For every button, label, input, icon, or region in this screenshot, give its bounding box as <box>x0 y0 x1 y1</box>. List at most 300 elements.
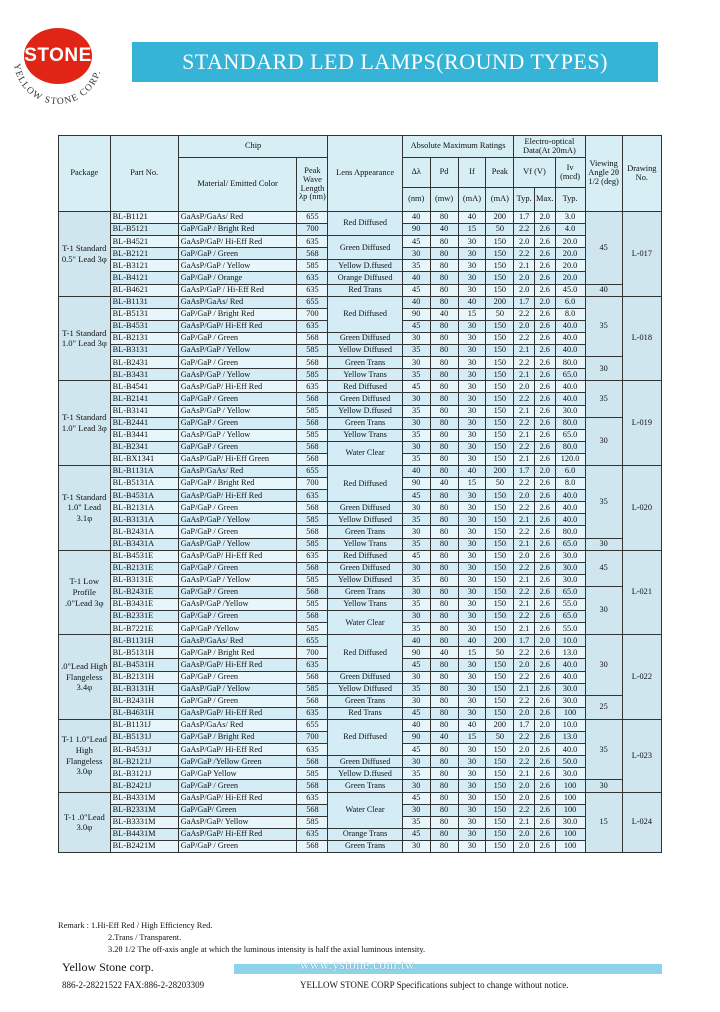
header-chip: Chip <box>178 136 328 158</box>
iv-typ-cell: 40.0 <box>555 345 585 357</box>
table-row <box>59 429 662 441</box>
material-cell: GaAsP/GaP / Yellow <box>178 429 297 441</box>
peak-wavelength-cell: 635 <box>297 381 328 393</box>
material-cell: GaAsP/GaP/ Hi-Eff Red <box>178 659 297 671</box>
drawing-no-cell: L-020 <box>622 465 661 550</box>
vf-typ-cell: 2.0 <box>514 236 535 248</box>
delta-lambda-cell: 35 <box>402 260 430 272</box>
vf-max-cell: 2.6 <box>534 441 555 453</box>
if-cell: 40 <box>458 635 486 647</box>
if-cell: 40 <box>458 212 486 224</box>
peak-wavelength-cell: 700 <box>297 647 328 659</box>
header-iv: Iv (mcd) <box>555 158 585 188</box>
drawing-no-cell: L-017 <box>622 212 661 297</box>
logo-ring-text: YELLOW STONE CORP. <box>11 62 104 108</box>
if-cell: 30 <box>458 453 486 465</box>
delta-lambda-cell: 90 <box>402 732 430 744</box>
if-cell: 30 <box>458 514 486 526</box>
iv-typ-cell: 80.0 <box>555 417 585 429</box>
lens-cell: Green Trans <box>328 695 402 707</box>
table-row <box>59 671 662 683</box>
delta-lambda-cell: 45 <box>402 828 430 840</box>
material-cell: GaP/GaP / Green <box>178 332 297 344</box>
pd-cell: 80 <box>430 719 458 731</box>
part-no-cell: BL-B3121J <box>110 768 178 780</box>
delta-lambda-cell: 30 <box>402 393 430 405</box>
table-row <box>59 357 662 369</box>
pd-cell: 80 <box>430 502 458 514</box>
part-no-cell: BL-B3131H <box>110 683 178 695</box>
peak-current-cell: 150 <box>486 502 514 514</box>
peak-wavelength-cell: 568 <box>297 357 328 369</box>
vf-max-cell: 2.6 <box>534 405 555 417</box>
lens-cell: Green Diffused <box>328 332 402 344</box>
delta-lambda-cell: 45 <box>402 284 430 296</box>
peak-current-cell: 150 <box>486 284 514 296</box>
part-no-cell: BL-B2431A <box>110 526 178 538</box>
part-no-cell: BL-B2421J <box>110 780 178 792</box>
material-cell: GaP/GaP /Yellow <box>178 623 297 635</box>
peak-wavelength-cell: 700 <box>297 478 328 490</box>
pd-cell: 80 <box>430 296 458 308</box>
pd-cell: 40 <box>430 478 458 490</box>
footer-url[interactable]: www.ystone.com.tw <box>300 957 415 972</box>
vf-typ-cell: 2.1 <box>514 683 535 695</box>
part-no-cell: BL-B2331E <box>110 611 178 623</box>
delta-lambda-cell: 40 <box>402 212 430 224</box>
remark-line: 2.Trans / Transparent. <box>108 933 182 942</box>
iv-typ-cell: 20.0 <box>555 236 585 248</box>
part-no-cell: BL-B5131 <box>110 308 178 320</box>
peak-wavelength-cell: 635 <box>297 707 328 719</box>
table-row <box>59 695 662 707</box>
peak-current-cell: 150 <box>486 320 514 332</box>
if-cell: 30 <box>458 586 486 598</box>
part-no-cell: BL-B1131A <box>110 465 178 477</box>
if-cell: 30 <box>458 828 486 840</box>
vf-max-cell: 2.6 <box>534 550 555 562</box>
pd-cell: 40 <box>430 732 458 744</box>
delta-lambda-cell: 35 <box>402 453 430 465</box>
vf-typ-cell: 2.2 <box>514 502 535 514</box>
delta-lambda-cell: 30 <box>402 502 430 514</box>
delta-lambda-cell: 30 <box>402 332 430 344</box>
peak-wavelength-cell: 585 <box>297 429 328 441</box>
part-no-cell: BL-B5131A <box>110 478 178 490</box>
peak-current-cell: 200 <box>486 296 514 308</box>
package-cell: .0"Lead High Flangeless 3.4φ <box>59 635 111 720</box>
if-cell: 30 <box>458 369 486 381</box>
vf-max-cell: 2.6 <box>534 792 555 804</box>
lens-cell: Red Trans <box>328 707 402 719</box>
material-cell: GaAsP/GaP / Yellow <box>178 345 297 357</box>
peak-wavelength-cell: 635 <box>297 490 328 502</box>
peak-wavelength-cell: 635 <box>297 659 328 671</box>
lens-cell: Red Diffused <box>328 212 402 236</box>
footer-note: YELLOW STONE CORP Specifications subject to change without notice. <box>300 980 569 990</box>
delta-lambda-cell: 40 <box>402 296 430 308</box>
table-row <box>59 260 662 272</box>
if-cell: 40 <box>458 719 486 731</box>
drawing-no-cell: L-019 <box>622 381 661 466</box>
delta-lambda-cell: 90 <box>402 224 430 236</box>
vf-typ-cell: 2.0 <box>514 320 535 332</box>
if-cell: 30 <box>458 659 486 671</box>
vf-typ-cell: 2.2 <box>514 732 535 744</box>
if-cell: 40 <box>458 296 486 308</box>
lens-cell: Orange Trans <box>328 828 402 840</box>
drawing-no-cell: L-024 <box>622 792 661 852</box>
lens-cell: Water Clear <box>328 792 402 828</box>
header-vf: Vf (V) <box>514 158 555 188</box>
pd-cell: 80 <box>430 332 458 344</box>
unit-delta-lambda: (nm) <box>402 188 430 212</box>
vf-max-cell: 2.6 <box>534 707 555 719</box>
if-cell: 40 <box>458 465 486 477</box>
peak-current-cell: 50 <box>486 647 514 659</box>
if-cell: 30 <box>458 599 486 611</box>
table-row <box>59 369 662 381</box>
delta-lambda-cell: 30 <box>402 671 430 683</box>
pd-cell: 80 <box>430 381 458 393</box>
vf-max-cell: 2.6 <box>534 744 555 756</box>
table-row <box>59 465 662 477</box>
delta-lambda-cell: 45 <box>402 550 430 562</box>
pd-cell: 80 <box>430 272 458 284</box>
vf-typ-cell: 2.0 <box>514 828 535 840</box>
peak-wavelength-cell: 568 <box>297 453 328 465</box>
pd-cell: 80 <box>430 453 458 465</box>
lens-cell: Yellow Diffused <box>328 574 402 586</box>
drawing-no-cell: L-023 <box>622 719 661 792</box>
delta-lambda-cell: 30 <box>402 526 430 538</box>
if-cell: 30 <box>458 792 486 804</box>
peak-current-cell: 150 <box>486 780 514 792</box>
material-cell: GaP/GaP / Green <box>178 526 297 538</box>
iv-typ-cell: 65.0 <box>555 611 585 623</box>
peak-current-cell: 150 <box>486 441 514 453</box>
part-no-cell: BL-B3131A <box>110 514 178 526</box>
delta-lambda-cell: 35 <box>402 574 430 586</box>
remark-line: 3.2θ 1/2 The off-axis angle at which the luminous intensity is half the axial luminous intensity. <box>108 945 426 954</box>
if-cell: 30 <box>458 260 486 272</box>
header-material: Material/ Emitted Color <box>178 158 297 212</box>
peak-current-cell: 150 <box>486 357 514 369</box>
material-cell: GaAsP/GaP/ Hi-Eff Red <box>178 381 297 393</box>
header-lens: Lens Appearance <box>328 136 402 212</box>
delta-lambda-cell: 35 <box>402 623 430 635</box>
peak-current-cell: 150 <box>486 744 514 756</box>
vf-max-cell: 2.6 <box>534 478 555 490</box>
peak-wavelength-cell: 568 <box>297 671 328 683</box>
material-cell: GaAsP/GaP / Hi-Eff Red <box>178 284 297 296</box>
peak-current-cell: 150 <box>486 550 514 562</box>
viewing-angle-cell: 30 <box>585 417 622 465</box>
peak-wavelength-cell: 635 <box>297 272 328 284</box>
peak-wavelength-cell: 568 <box>297 332 328 344</box>
table-row <box>59 574 662 586</box>
delta-lambda-cell: 45 <box>402 659 430 671</box>
if-cell: 30 <box>458 284 486 296</box>
part-no-cell: BL-B3431 <box>110 369 178 381</box>
page-title: STANDARD LED LAMPS(ROUND TYPES) <box>132 42 658 82</box>
pd-cell: 80 <box>430 393 458 405</box>
material-cell: GaAsP/GaP/ Yellow <box>178 816 297 828</box>
lens-cell: Green Trans <box>328 840 402 852</box>
material-cell: GaP/GaP / Green <box>178 611 297 623</box>
iv-typ-cell: 20.0 <box>555 248 585 260</box>
table-row <box>59 538 662 550</box>
iv-typ-cell: 65.0 <box>555 369 585 381</box>
material-cell: GaAsP/GaAs/ Red <box>178 296 297 308</box>
material-cell: GaAsP/GaP / Yellow <box>178 683 297 695</box>
table-row <box>59 332 662 344</box>
iv-typ-cell: 30.0 <box>555 405 585 417</box>
delta-lambda-cell: 90 <box>402 308 430 320</box>
peak-wavelength-cell: 585 <box>297 538 328 550</box>
unit-if: (mA) <box>458 188 486 212</box>
part-no-cell: BL-B4531J <box>110 744 178 756</box>
if-cell: 30 <box>458 623 486 635</box>
peak-current-cell: 150 <box>486 538 514 550</box>
table-row <box>59 526 662 538</box>
material-cell: GaP/GaP / Green <box>178 248 297 260</box>
vf-typ-cell: 2.2 <box>514 357 535 369</box>
iv-typ-cell: 40.0 <box>555 393 585 405</box>
lens-cell: Water Clear <box>328 441 402 465</box>
table-row <box>59 792 662 804</box>
delta-lambda-cell: 30 <box>402 695 430 707</box>
vf-typ-cell: 2.2 <box>514 248 535 260</box>
if-cell: 30 <box>458 574 486 586</box>
delta-lambda-cell: 45 <box>402 490 430 502</box>
unit-peak: (mA) <box>486 188 514 212</box>
lens-cell: Orange Diffused <box>328 272 402 284</box>
iv-typ-cell: 8.0 <box>555 308 585 320</box>
table-row <box>59 296 662 308</box>
if-cell: 15 <box>458 224 486 236</box>
table-row <box>59 768 662 780</box>
peak-wavelength-cell: 655 <box>297 465 328 477</box>
part-no-cell: BL-B4331M <box>110 792 178 804</box>
delta-lambda-cell: 90 <box>402 647 430 659</box>
part-no-cell: BL-B2331M <box>110 804 178 816</box>
unit-vf-max: Max. <box>534 188 555 212</box>
vf-typ-cell: 2.0 <box>514 780 535 792</box>
iv-typ-cell: 6.0 <box>555 465 585 477</box>
peak-wavelength-cell: 655 <box>297 296 328 308</box>
delta-lambda-cell: 45 <box>402 236 430 248</box>
iv-typ-cell: 20.0 <box>555 260 585 272</box>
peak-wavelength-cell: 585 <box>297 599 328 611</box>
viewing-angle-cell: 35 <box>585 381 622 417</box>
peak-wavelength-cell: 568 <box>297 695 328 707</box>
iv-typ-cell: 65.0 <box>555 586 585 598</box>
lens-cell: Green Diffused <box>328 756 402 768</box>
material-cell: GaP/GaP Yellow <box>178 768 297 780</box>
peak-wavelength-cell: 635 <box>297 320 328 332</box>
vf-typ-cell: 2.1 <box>514 768 535 780</box>
vf-typ-cell: 2.1 <box>514 260 535 272</box>
pd-cell: 80 <box>430 260 458 272</box>
lens-cell: Yellow D.ffused <box>328 260 402 272</box>
pd-cell: 80 <box>430 320 458 332</box>
peak-wavelength-cell: 635 <box>297 550 328 562</box>
header-peak: Peak <box>486 158 514 188</box>
if-cell: 30 <box>458 405 486 417</box>
peak-current-cell: 150 <box>486 804 514 816</box>
iv-typ-cell: 120.0 <box>555 453 585 465</box>
material-cell: GaP/GaP / Orange <box>178 272 297 284</box>
peak-current-cell: 150 <box>486 260 514 272</box>
iv-typ-cell: 40.0 <box>555 671 585 683</box>
vf-typ-cell: 2.1 <box>514 538 535 550</box>
pd-cell: 80 <box>430 695 458 707</box>
pd-cell: 80 <box>430 659 458 671</box>
peak-wavelength-cell: 700 <box>297 308 328 320</box>
material-cell: GaP/GaP /Yellow Green <box>178 756 297 768</box>
peak-current-cell: 150 <box>486 792 514 804</box>
peak-wavelength-cell: 568 <box>297 840 328 852</box>
iv-typ-cell: 65.0 <box>555 538 585 550</box>
if-cell: 30 <box>458 441 486 453</box>
iv-typ-cell: 10.0 <box>555 719 585 731</box>
delta-lambda-cell: 30 <box>402 756 430 768</box>
vf-max-cell: 2.6 <box>534 562 555 574</box>
delta-lambda-cell: 40 <box>402 719 430 731</box>
package-cell: T-1 Standard 1.0" Lead 3φ <box>59 381 111 466</box>
material-cell: GaAsP/GaP / Yellow <box>178 574 297 586</box>
vf-typ-cell: 2.0 <box>514 744 535 756</box>
pd-cell: 80 <box>430 538 458 550</box>
peak-current-cell: 150 <box>486 562 514 574</box>
peak-current-cell: 150 <box>486 707 514 719</box>
part-no-cell: BL-B1131J <box>110 719 178 731</box>
if-cell: 30 <box>458 272 486 284</box>
lens-cell: Yellow Trans <box>328 429 402 441</box>
delta-lambda-cell: 30 <box>402 357 430 369</box>
peak-wavelength-cell: 585 <box>297 369 328 381</box>
header-eo: Electro-optical Data(At 20mA) <box>514 136 585 158</box>
peak-wavelength-cell: 568 <box>297 562 328 574</box>
lens-cell: Water Clear <box>328 611 402 635</box>
pd-cell: 80 <box>430 756 458 768</box>
lens-cell: Yellow Diffused <box>328 514 402 526</box>
vf-typ-cell: 2.1 <box>514 623 535 635</box>
vf-typ-cell: 1.7 <box>514 719 535 731</box>
vf-max-cell: 2.6 <box>534 393 555 405</box>
if-cell: 30 <box>458 357 486 369</box>
peak-current-cell: 150 <box>486 417 514 429</box>
peak-current-cell: 200 <box>486 212 514 224</box>
remarks-label: Remark : <box>58 921 89 930</box>
peak-wavelength-cell: 635 <box>297 744 328 756</box>
table-row <box>59 599 662 611</box>
vf-typ-cell: 2.2 <box>514 526 535 538</box>
vf-max-cell: 2.6 <box>534 236 555 248</box>
material-cell: GaAsP/GaP/ Hi-Eff Red <box>178 792 297 804</box>
vf-max-cell: 2.6 <box>534 224 555 236</box>
vf-typ-cell: 2.0 <box>514 381 535 393</box>
material-cell: GaAsP/GaP / Yellow <box>178 369 297 381</box>
pd-cell: 80 <box>430 744 458 756</box>
drawing-no-cell: L-018 <box>622 296 661 381</box>
if-cell: 30 <box>458 550 486 562</box>
lens-cell: Green Trans <box>328 526 402 538</box>
footer-url-bar <box>234 964 662 974</box>
iv-typ-cell: 30.0 <box>555 550 585 562</box>
header-delta-lambda: Δλ <box>402 158 430 188</box>
delta-lambda-cell: 35 <box>402 538 430 550</box>
part-no-cell: BL-B4531H <box>110 659 178 671</box>
if-cell: 30 <box>458 320 486 332</box>
vf-typ-cell: 2.1 <box>514 453 535 465</box>
vf-max-cell: 2.0 <box>534 635 555 647</box>
if-cell: 30 <box>458 840 486 852</box>
vf-max-cell: 2.6 <box>534 683 555 695</box>
iv-typ-cell: 30.0 <box>555 816 585 828</box>
vf-typ-cell: 2.1 <box>514 599 535 611</box>
iv-typ-cell: 40.0 <box>555 744 585 756</box>
iv-typ-cell: 40.0 <box>555 332 585 344</box>
peak-current-cell: 150 <box>486 514 514 526</box>
if-cell: 30 <box>458 768 486 780</box>
vf-max-cell: 2.6 <box>534 272 555 284</box>
delta-lambda-cell: 45 <box>402 320 430 332</box>
part-no-cell: BL-B2131A <box>110 502 178 514</box>
peak-current-cell: 200 <box>486 719 514 731</box>
table-row <box>59 562 662 574</box>
peak-current-cell: 200 <box>486 635 514 647</box>
pd-cell: 40 <box>430 308 458 320</box>
vf-max-cell: 2.6 <box>534 345 555 357</box>
peak-wavelength-cell: 585 <box>297 260 328 272</box>
lens-cell: Red Diffused <box>328 465 402 501</box>
part-no-cell: BL-B4531E <box>110 550 178 562</box>
vf-typ-cell: 2.1 <box>514 369 535 381</box>
material-cell: GaP/GaP / Green <box>178 502 297 514</box>
vf-typ-cell: 1.7 <box>514 635 535 647</box>
peak-current-cell: 150 <box>486 332 514 344</box>
iv-typ-cell: 80.0 <box>555 441 585 453</box>
table-row <box>59 236 662 248</box>
remark-line: 1.Hi-Eff Red / High Efficiency Red. <box>91 921 213 930</box>
remarks <box>58 920 425 956</box>
viewing-angle-cell: 25 <box>585 695 622 719</box>
delta-lambda-cell: 35 <box>402 768 430 780</box>
vf-typ-cell: 2.2 <box>514 478 535 490</box>
peak-current-cell: 150 <box>486 828 514 840</box>
material-cell: GaAsP/GaP/ Hi-Eff Red <box>178 236 297 248</box>
vf-max-cell: 2.6 <box>534 453 555 465</box>
peak-current-cell: 150 <box>486 381 514 393</box>
peak-wavelength-cell: 568 <box>297 502 328 514</box>
part-no-cell: BL-B2341 <box>110 441 178 453</box>
pd-cell: 80 <box>430 828 458 840</box>
vf-max-cell: 2.6 <box>534 599 555 611</box>
peak-current-cell: 150 <box>486 236 514 248</box>
delta-lambda-cell: 35 <box>402 683 430 695</box>
vf-typ-cell: 2.2 <box>514 695 535 707</box>
pd-cell: 80 <box>430 526 458 538</box>
lens-cell: Red Diffused <box>328 381 402 393</box>
part-no-cell: BL-B4431M <box>110 828 178 840</box>
delta-lambda-cell: 30 <box>402 562 430 574</box>
vf-max-cell: 2.6 <box>534 417 555 429</box>
header-pd: Pd <box>430 158 458 188</box>
if-cell: 30 <box>458 490 486 502</box>
part-no-cell: BL-B2121 <box>110 248 178 260</box>
